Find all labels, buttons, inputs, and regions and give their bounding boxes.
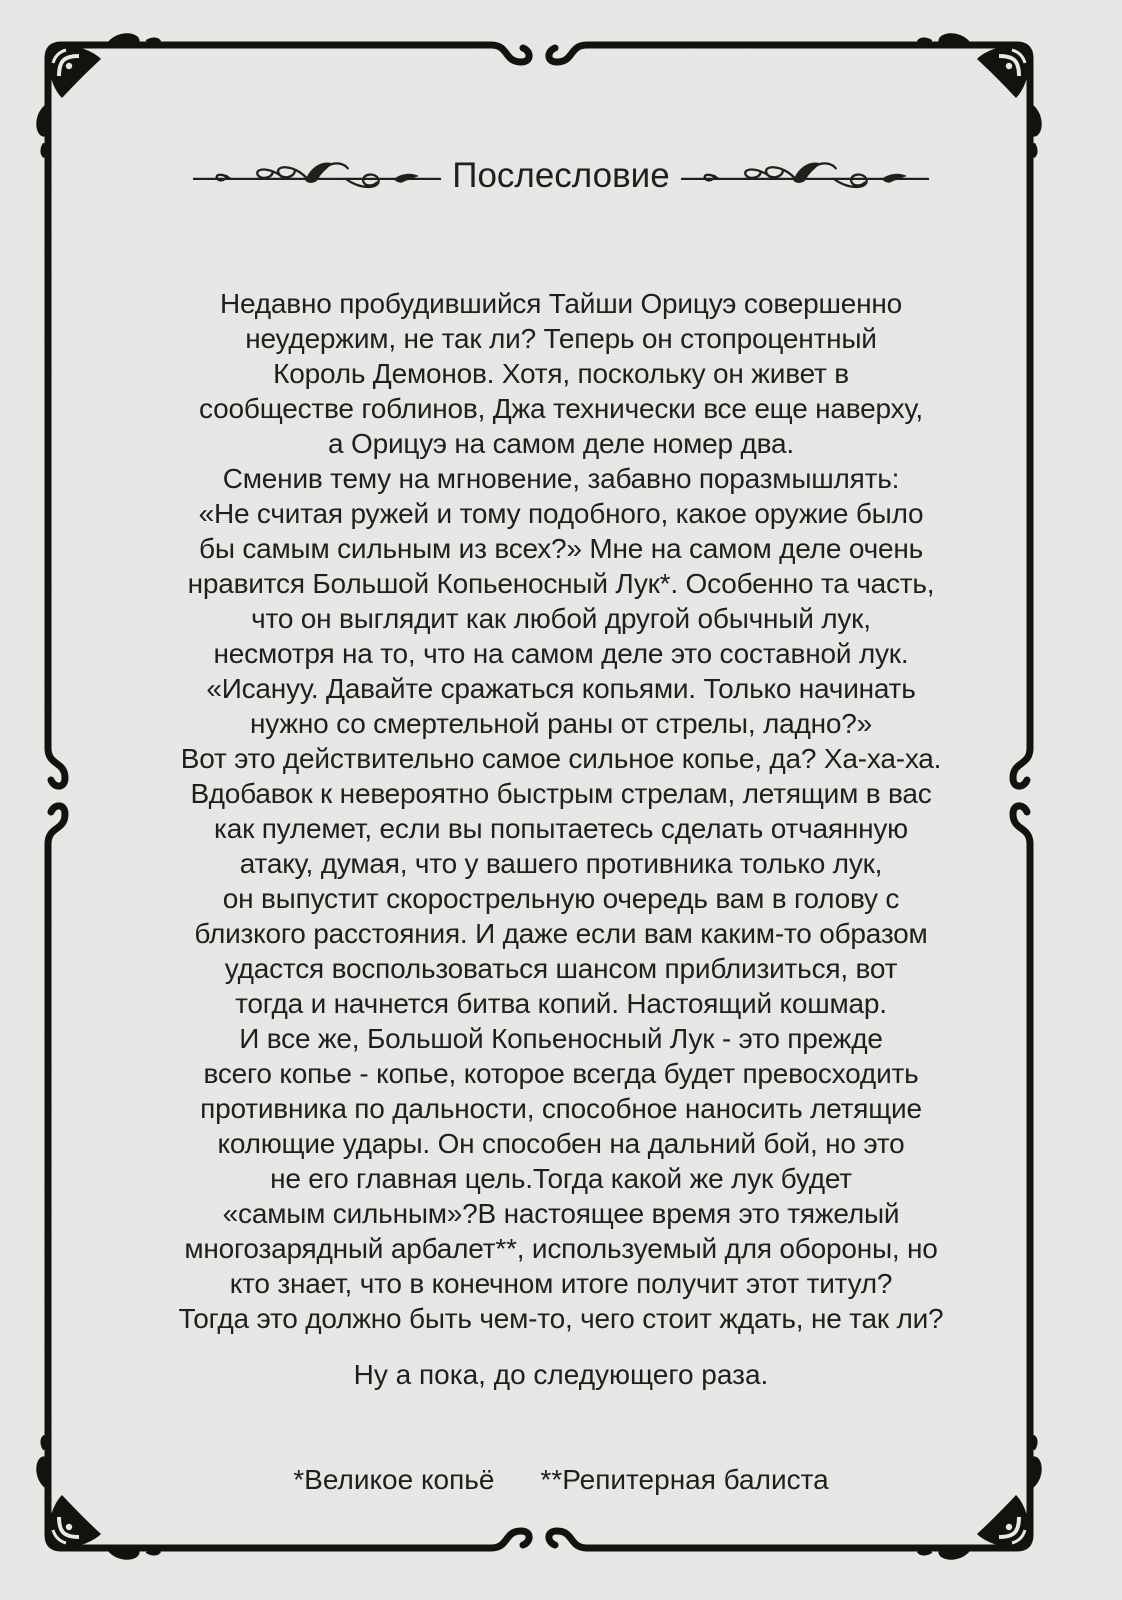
closing-line: Ну а пока, до следующего раза. <box>353 1359 769 1390</box>
text-line: Тогда это должно быть чем-то, чего стоит ждать, не так ли? <box>178 1303 944 1334</box>
text-line: Вот это действительно самое сильное копье, да? Ха-ха-ха. <box>180 743 942 774</box>
footnote-great-spear: *Великое копьё <box>293 1464 495 1495</box>
text-line: тогда и начнется битва копий. Настоящий кошмар. <box>235 988 887 1019</box>
footnote-repeater-ballista: **Репитерная балиста <box>540 1464 829 1495</box>
flourish-right-icon <box>680 159 930 193</box>
text-line: нужно со смертельной раны от стрелы, ладно?» <box>249 708 873 739</box>
text-line: несмотря на то, что на самом деле это составной лук. <box>213 638 909 669</box>
text-line: он выпустит скорострельную очередь вам в голову с <box>222 883 900 914</box>
text-line: «Не считая ружей и тому подобного, какое оружие было <box>198 498 924 529</box>
page-title: Послесловие <box>452 156 670 195</box>
footnotes <box>0 1462 1122 1497</box>
text-line: И все же, Большой Копьеносный Лук - это прежде <box>239 1023 883 1054</box>
text-line: сообществе гоблинов, Джа технически все еще наверху, <box>199 393 923 424</box>
text-line: колющие удары. Он способен на дальний бой, но это <box>217 1128 905 1159</box>
text-line: что он выглядит как любой другой обычный лук, <box>251 603 871 634</box>
text-line: удастся воспользоваться шансом приблизиться, вот <box>224 953 898 984</box>
text-line: Недавно пробудившийся Тайши Орицуэ совершенно <box>220 288 902 319</box>
text-line: Вдобавок к невероятно быстрым стрелам, летящим в вас <box>190 778 932 809</box>
text-line: противника по дальности, способное наносить летящие <box>200 1093 922 1124</box>
text-line: Король Демонов. Хотя, поскольку он живет в <box>273 358 849 389</box>
text-line: неудержим, не так ли? Теперь он стопроцентный <box>245 323 877 354</box>
flourish-left-icon <box>192 159 442 193</box>
text-line: атаку, думая, что у вашего противника только лук, <box>239 848 883 879</box>
text-line: близкого расстояния. И даже если вам каким-то образом <box>194 918 928 949</box>
afterword-body <box>0 286 1122 1336</box>
text-line: не его главная цель.Тогда какой же лук будет <box>270 1163 852 1194</box>
text-line: кто знает, что в конечном итоге получит этот титул? <box>229 1268 893 1299</box>
title-row <box>0 0 1122 198</box>
text-line: а Орицуэ на самом деле номер два. <box>328 428 794 459</box>
text-line: Сменив тему на мгновение, забавно поразмышлять: <box>222 463 900 494</box>
text-line: многозарядный арбалет**, используемый для обороны, но <box>184 1233 938 1264</box>
text-line: «самым сильным»?В настоящее время это тяжелый <box>222 1198 900 1229</box>
text-line: «Исануу. Давайте сражаться копьями. Только начинать <box>206 673 916 704</box>
text-line: бы самым сильным из всех?» Мне на самом деле очень <box>198 533 924 564</box>
text-line: всего копье - копье, которое всегда будет превосходить <box>203 1058 919 1089</box>
text-line: нравится Большой Копьеносный Лук*. Особенно та часть, <box>187 568 935 599</box>
text-line: как пулемет, если вы попытаетесь сделать отчаянную <box>214 813 908 844</box>
